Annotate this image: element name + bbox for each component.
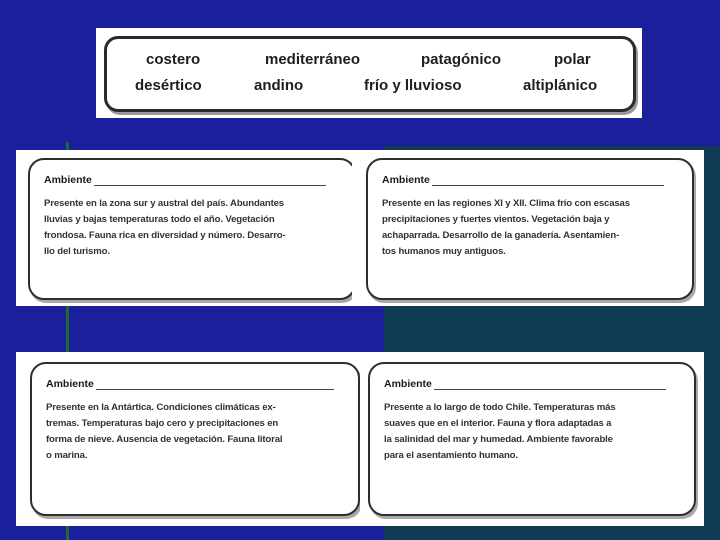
environment-card bbox=[30, 362, 360, 516]
word-bank-item: frío y lluvioso bbox=[364, 77, 462, 94]
word-bank-item: mediterráneo bbox=[265, 51, 361, 68]
card-text-line: Presente en la Antártica. Condiciones climáticas ex- bbox=[46, 402, 276, 413]
answer-line bbox=[96, 380, 334, 390]
word-bank bbox=[104, 36, 636, 112]
ambiente-label: Ambiente bbox=[44, 174, 92, 186]
card-title bbox=[46, 378, 334, 390]
card-text-line: lluvias y bajas temperaturas todo el año. Vegetación bbox=[44, 214, 275, 225]
card-title bbox=[44, 174, 326, 186]
ambiente-label: Ambiente bbox=[46, 378, 94, 390]
ambiente-label: Ambiente bbox=[382, 174, 430, 186]
answer-line bbox=[432, 176, 664, 186]
card-text-line: suaves que en el interior. Fauna y flora adaptadas a bbox=[384, 418, 612, 429]
card-description bbox=[384, 400, 616, 464]
card-frame bbox=[16, 150, 360, 306]
environment-card bbox=[368, 362, 696, 516]
card-text-line: llo del turismo. bbox=[44, 246, 110, 257]
card-text-line: Presente en las regiones XI y XII. Clima frío con escasas bbox=[382, 198, 630, 209]
card-frame bbox=[352, 150, 704, 306]
card-text-line: achaparrada. Desarrollo de la ganadería. Asentamien- bbox=[382, 230, 620, 241]
card-text-line: Presente en la zona sur y austral del país. Abundantes bbox=[44, 198, 284, 209]
card-frame bbox=[16, 352, 368, 526]
card-text-line: Presente a lo largo de todo Chile. Temperaturas más bbox=[384, 402, 616, 413]
card-text-line: tremas. Temperaturas bajo cero y precipitaciones en bbox=[46, 418, 279, 429]
word-bank-item: patagónico bbox=[421, 51, 502, 68]
card-title bbox=[384, 378, 666, 390]
card-frame bbox=[360, 352, 704, 526]
card-text-line: frondosa. Fauna rica en diversidad y número. Desarro- bbox=[44, 230, 286, 241]
card-text-line: o marina. bbox=[46, 450, 88, 461]
card-text-line: tos humanos muy antiguos. bbox=[382, 246, 506, 257]
word-bank-item: altiplánico bbox=[523, 77, 598, 94]
answer-line bbox=[94, 176, 326, 186]
word-bank-item: desértico bbox=[135, 77, 202, 94]
card-title bbox=[382, 174, 664, 186]
ambiente-label: Ambiente bbox=[384, 378, 432, 390]
card-text-line: precipitaciones y fuertes vientos. Vegetación baja y bbox=[382, 214, 610, 225]
word-bank-item: andino bbox=[254, 77, 304, 94]
word-bank-item: costero bbox=[146, 51, 201, 68]
environment-card bbox=[28, 158, 356, 300]
card-text-line: forma de nieve. Ausencia de vegetación. Fauna litoral bbox=[46, 434, 283, 445]
card-text-line: para el asentamiento humano. bbox=[384, 450, 518, 461]
card-description bbox=[382, 196, 630, 260]
word-bank-item: polar bbox=[554, 51, 591, 68]
word-bank-frame bbox=[96, 28, 642, 118]
card-description bbox=[44, 196, 286, 260]
card-text-line: la salinidad del mar y humedad. Ambiente favorable bbox=[384, 434, 613, 445]
environment-card bbox=[366, 158, 694, 300]
answer-line bbox=[434, 380, 666, 390]
card-description bbox=[46, 400, 282, 464]
